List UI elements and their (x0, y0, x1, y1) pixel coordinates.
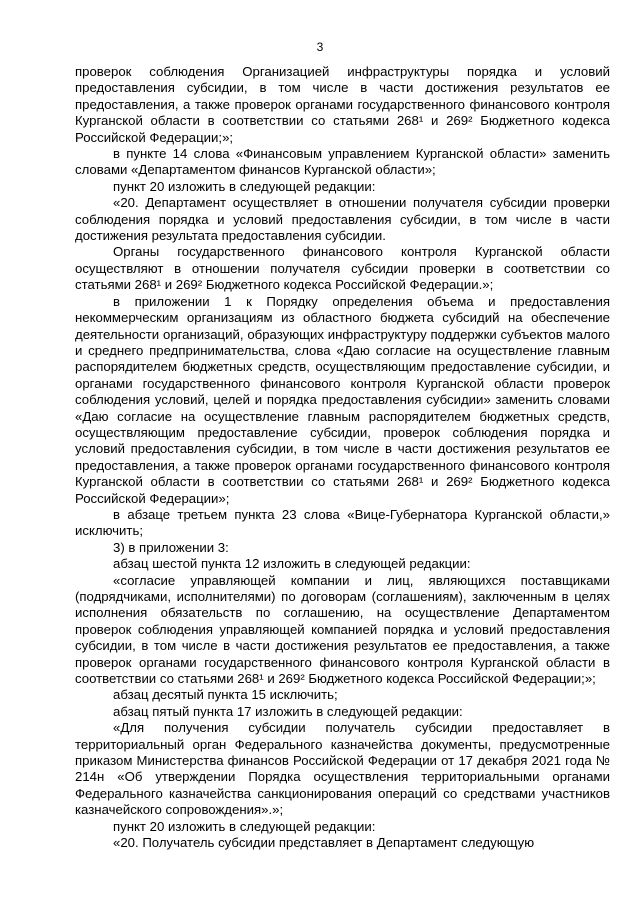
paragraph-appendix-3: 3) в приложении 3: (113, 539, 229, 555)
paragraph-item-15: абзац десятый пункта 15 исключить; (113, 687, 338, 703)
paragraph-item-12-intro: абзац шестой пункта 12 изложить в следующей редакции: (113, 556, 471, 572)
document-body (75, 64, 610, 852)
paragraph-item-17-intro: абзац пятый пункта 17 изложить в следующей редакции: (113, 703, 463, 719)
paragraph-continuation: проверок соблюдения Организацией инфраструктуры порядка и условий предоставления субсидии, в том числе в части достижения результатов ее предоставления, а также проверок органами государственного финансового контроля Курганской области в соответствии со статьями 268¹ и 269² Бюджетного кодекса Российской Федерации;»; (75, 64, 610, 145)
paragraph-item-12-text: «согласие управляющей компании и лиц, являющихся поставщиками (подрядчиками, исполнителями) по договорам (соглашениям), заключенным в целях исполнения обязательств по соглашению, на осуществление Департаментом проверок соблюдения управляющей компанией порядка и условий предоставления субсидии, в том числе в части достижения результатов ее предоставления, а также проверок органами государственного финансового контроля Курганской области в соответствии со статьями 268¹ и 269² Бюджетного кодекса Российской Федерации;»; (75, 572, 610, 687)
paragraph-item-14: в пункте 14 слова «Финансовым управлением Курганской области» заменить словами «Департаментом финансов Курганской области»; (75, 146, 610, 178)
paragraph-item-20b-text: «20. Получатель субсидии представляет в Департамент следующую (113, 835, 535, 851)
paragraph-item-17-text: «Для получения субсидии получатель субсидии предоставляет в территориальный орган Федерального казначейства документы, предусмотренные приказом Министерства финансов Российской Федерации от 17 декабря 2021 года № 214н «Об утверждении Порядка осуществления территориальными органами Федерального казначейства санкционирования операций со средствами участников казначейского сопровождения».»; (75, 720, 610, 818)
page-number: 3 (316, 40, 324, 54)
paragraph-item-23: в абзаце третьем пункта 23 слова «Вице-Губернатора Курганской области,» исключить; (75, 506, 610, 539)
paragraph-item-20-intro: пункт 20 изложить в следующей редакции: (113, 178, 376, 194)
paragraph-item-20-text: «20. Департамент осуществляет в отношении получателя субсидии проверки соблюдения порядка и условий предоставления субсидии, в том числе в части достижения результата предоставления субсидии. (75, 195, 610, 244)
paragraph-appendix-1: в приложении 1 к Порядку определения объема и предоставления некоммерческим организациям из областного бюджета субсидий на обеспечение деятельности организаций, образующих инфраструктуру поддержки субъектов малого и среднего предпринимательства, слова «Даю согласие на осуществление главным распорядителем бюджетных средств, осуществляющим предоставление субсидии, и органами государственного финансового контроля Курганской области проверок соблюдения условий, целей и порядка предоставления субсидии» заменить словами «Даю согласие на осуществление главным распорядителем бюджетных средств, осуществляющим предоставление субсидии, проверок соблюдения порядка и условий предоставления субсидии, в том числе в части достижения результатов ее предоставления, а также проверок органами государственного финансового контроля Курганской области в соответствии со статьями 268¹ и 269² Бюджетного кодекса Российской Федерации»; (75, 293, 610, 506)
paragraph-control-bodies: Органы государственного финансового контроля Курганской области осуществляют в отношении получателя субсидии проверки в соответствии со статьями 268¹ и 269² Бюджетного кодекса Российской Федерации.»; (75, 244, 610, 293)
paragraph-item-20b-intro: пункт 20 изложить в следующей редакции: (113, 818, 376, 834)
